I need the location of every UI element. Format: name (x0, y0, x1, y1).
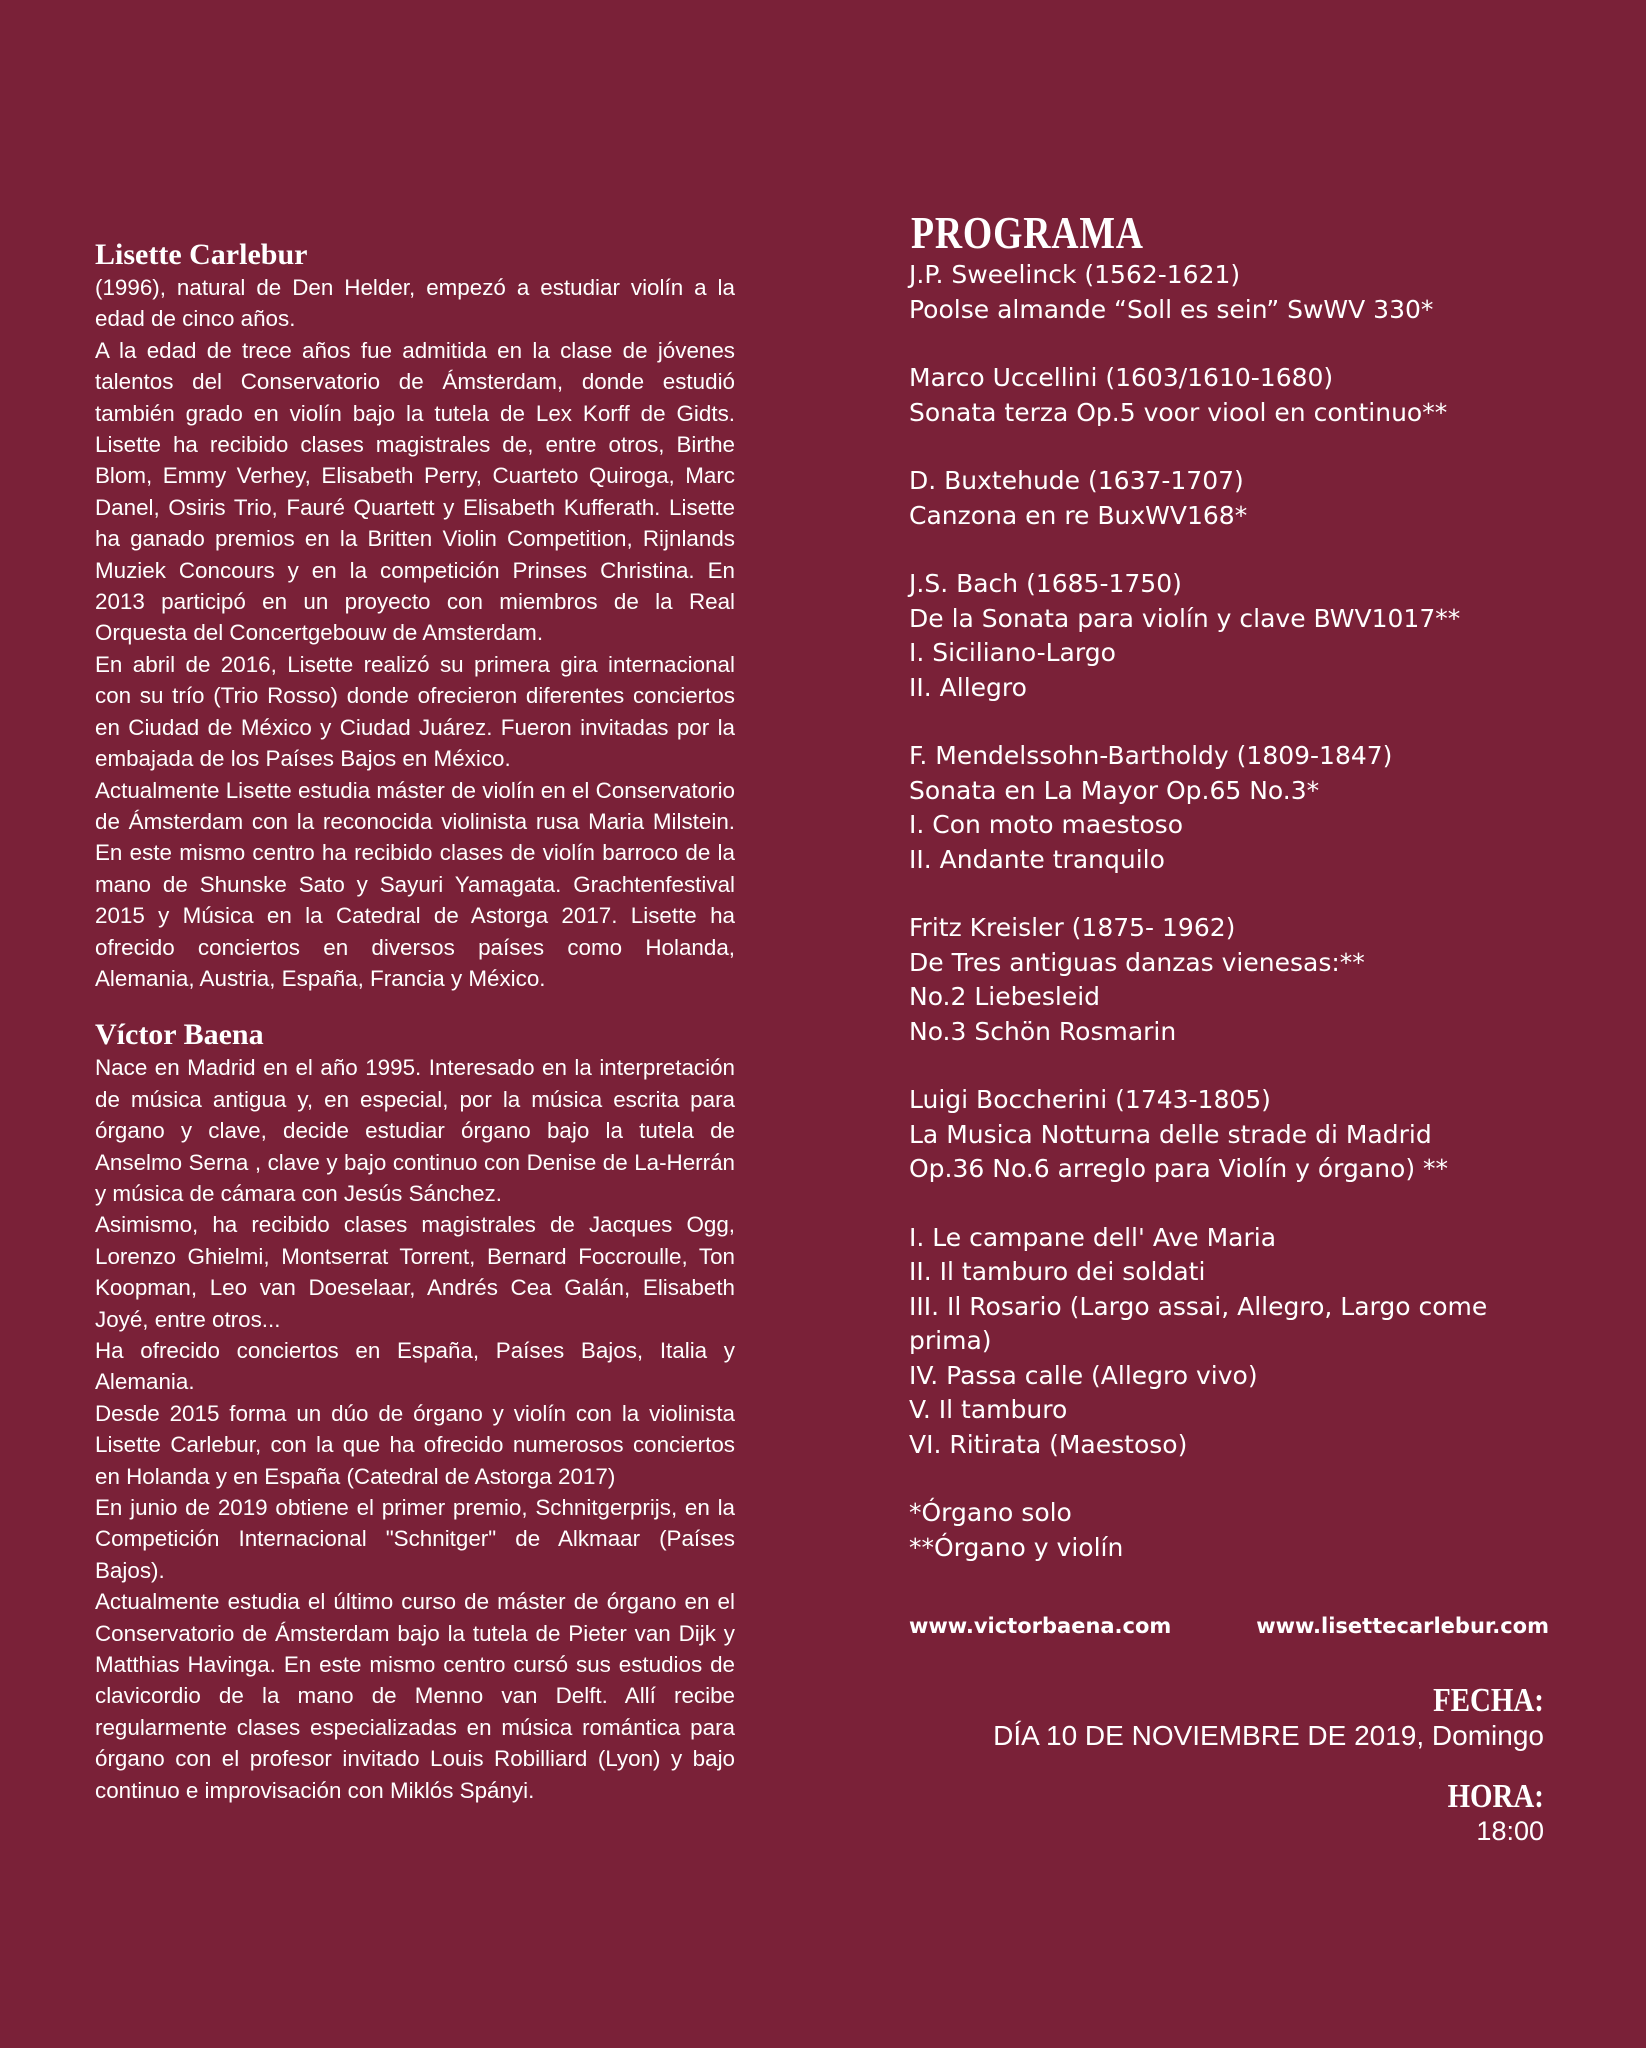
movement: I. Siciliano-Largo (909, 638, 1116, 667)
bio-name-lisette: Lisette Carlebur (95, 238, 308, 271)
movement: VI. Ritirata (Maestoso) (909, 1429, 1188, 1459)
biographies (95, 238, 735, 1806)
movement: I. Le campane dell' Ave Maria (909, 1222, 1277, 1252)
movement: No.3 Schön Rosmarin (909, 1016, 1177, 1046)
fecha-label: FECHA: (1433, 1682, 1544, 1719)
work: Canzona en re BuxWV168* (909, 500, 1248, 530)
movement: II. Andante tranquilo (909, 844, 1165, 874)
event-info (993, 1683, 1544, 1847)
work: Sonata en La Mayor Op.65 No.3* (909, 775, 1320, 805)
hora-label: HORA: (1447, 1778, 1544, 1815)
program-item (909, 1083, 1559, 1187)
movement: V. Il tamburo (909, 1395, 1068, 1424)
work: Op.36 No.6 arreglo para Violín y órgano) ** (909, 1154, 1449, 1183)
program-item (909, 567, 1559, 705)
program-item (909, 739, 1559, 877)
link-victorbaena[interactable]: www.victorbaena.com (909, 1614, 1172, 1638)
program-item (909, 464, 1559, 533)
work: Poolse almande “Soll es sein” SwWV 330* (909, 294, 1434, 324)
footnotes (909, 1496, 1559, 1565)
program-item (909, 1221, 1559, 1463)
composer: Luigi Boccherini (1743-1805) (909, 1085, 1271, 1114)
programa (909, 208, 1559, 1565)
movement: II. Il tamburo dei soldati (909, 1257, 1206, 1286)
bio-paragraph: Nace en Madrid en el año 1995. Interesado en la interpretación de música antigua y, en especial, por la música escrita para órgano y clave, decide estudiar órgano bajo la tutela de Anselmo Serna , clave y bajo continuo con Denise de La-Herrán y música de cámara con Jesús Sánchez. (95, 1055, 735, 1206)
bio-paragraph: Asimismo, ha recibido clases magistrales de Jacques Ogg, Lorenzo Ghielmi, Montserrat Torrent, Bernard Foccroulle, Ton Koopman, Leo van Doeselaar, Andrés Cea Galán, Elisabeth Joyé, entre otros... (95, 1212, 735, 1332)
movement: III. Il Rosario (Largo assai, Allegro, Largo come prima) (909, 1291, 1488, 1355)
work: De Tres antiguas danzas vienesas:** (909, 947, 1365, 977)
movement: II. Allegro (909, 672, 1027, 702)
hora-value: 18:00 (1476, 1816, 1544, 1846)
composer: Marco Uccellini (1603/1610-1680) (909, 363, 1334, 392)
composer: F. Mendelssohn-Bartholdy (1809-1847) (909, 741, 1393, 770)
program-item (909, 911, 1559, 1049)
program-item (909, 361, 1559, 430)
bio-name-victor: Víctor Baena (95, 1018, 264, 1052)
bio-paragraph: (1996), natural de Den Helder, empezó a estudiar violín a la edad de cinco años. (95, 275, 735, 332)
composer: J.S. Bach (1685-1750) (909, 569, 1182, 598)
program-item (909, 258, 1559, 327)
composer: Fritz Kreisler (1875- 1962) (909, 913, 1236, 942)
bio-paragraph: Actualmente estudia el último curso de máster de órgano en el Conservatorio de Ámsterdam bajo la tutela de Pieter van Dijk y Matthias Havinga. En este mismo centro cursó sus estudios de clavicordio de la mano de Menno van Delft. Allí recibe regularmente clases especializadas en música romántica para órgano con el profesor invitado Louis Robilliard (Lyon) y bajo continuo e improvisación con Miklós Spányi. (95, 1589, 735, 1803)
programa-title: PROGRAMA (911, 207, 1144, 258)
movement: I. Con moto maestoso (909, 810, 1183, 839)
bio-paragraph: A la edad de trece años fue admitida en la clase de jóvenes talentos del Conservatorio de Ámsterdam, donde estudió también grado en violín bajo la tutela de Lex Korff de Gidts. Lisette ha recibido clases magistrales de, entre otros, Birthe Blom, Emmy Verhey, Elisabeth Perry, Cuarteto Quiroga, Marc Danel, Osiris Trio, Fauré Quartett y Elisabeth Kufferath. Lisette ha ganado premios en la Britten Violin Competition, Rijnlands Muziek Concours y en la competición Prinses Christina. En 2013 participó en un proyecto con miembros de la Real Orquesta del Concertgebouw de Amsterdam. (95, 337, 735, 646)
movement: No.2 Liebesleid (909, 982, 1101, 1011)
website-links (909, 1614, 1549, 1638)
bio-paragraph: Actualmente Lisette estudia máster de violín en el Conservatorio de Ámsterdam con la reconocida violinista rusa Maria Milstein. En este mismo centro ha recibido clases de violín barroco de la mano de Shunske Sato y Sayuri Yamagata. Grachtenfestival 2015 y Música en la Catedral de Astorga 2017. Lisette ha ofrecido conciertos en diversos países como Holanda, Alemania, Austria, España, Francia y México. (95, 777, 735, 991)
work: Sonata terza Op.5 voor viool en continuo** (909, 397, 1448, 427)
composer: D. Buxtehude (1637-1707) (909, 466, 1244, 495)
footnote: *Órgano solo (909, 1498, 1072, 1527)
work: De la Sonata para violín y clave BWV1017** (909, 603, 1461, 633)
bio-paragraph: En abril de 2016, Lisette realizó su primera gira internacional con su trío (Trio Rosso) donde ofrecieron diferentes conciertos en Ciudad de México y Ciudad Juárez. Fueron invitadas por la embajada de los Países Bajos en México. (95, 651, 735, 772)
composer: J.P. Sweelinck (1562-1621) (909, 260, 1241, 289)
work: La Musica Notturna delle strade di Madrid (909, 1119, 1432, 1149)
fecha-value: DÍA 10 DE NOVIEMBRE DE 2019, Domingo (993, 1720, 1544, 1751)
movement: IV. Passa calle (Allegro vivo) (909, 1360, 1258, 1390)
bio-paragraph: Ha ofrecido conciertos en España, Países Bajos, Italia y Alemania. (95, 1338, 735, 1395)
bio-paragraph: Desde 2015 forma un dúo de órgano y violín con la violinista Lisette Carlebur, con la que ha ofrecido numerosos conciertos en Holanda y en España (Catedral de Astorga 2017) (95, 1400, 735, 1489)
link-lisettecarlebur[interactable]: www.lisettecarlebur.com (1256, 1614, 1549, 1638)
bio-paragraph: En junio de 2019 obtiene el primer premio, Schnitgerprijs, en la Competición Internacional "Schnitger" de Alkmaar (Países Bajos). (95, 1495, 735, 1583)
footnote: **Órgano y violín (909, 1532, 1124, 1562)
